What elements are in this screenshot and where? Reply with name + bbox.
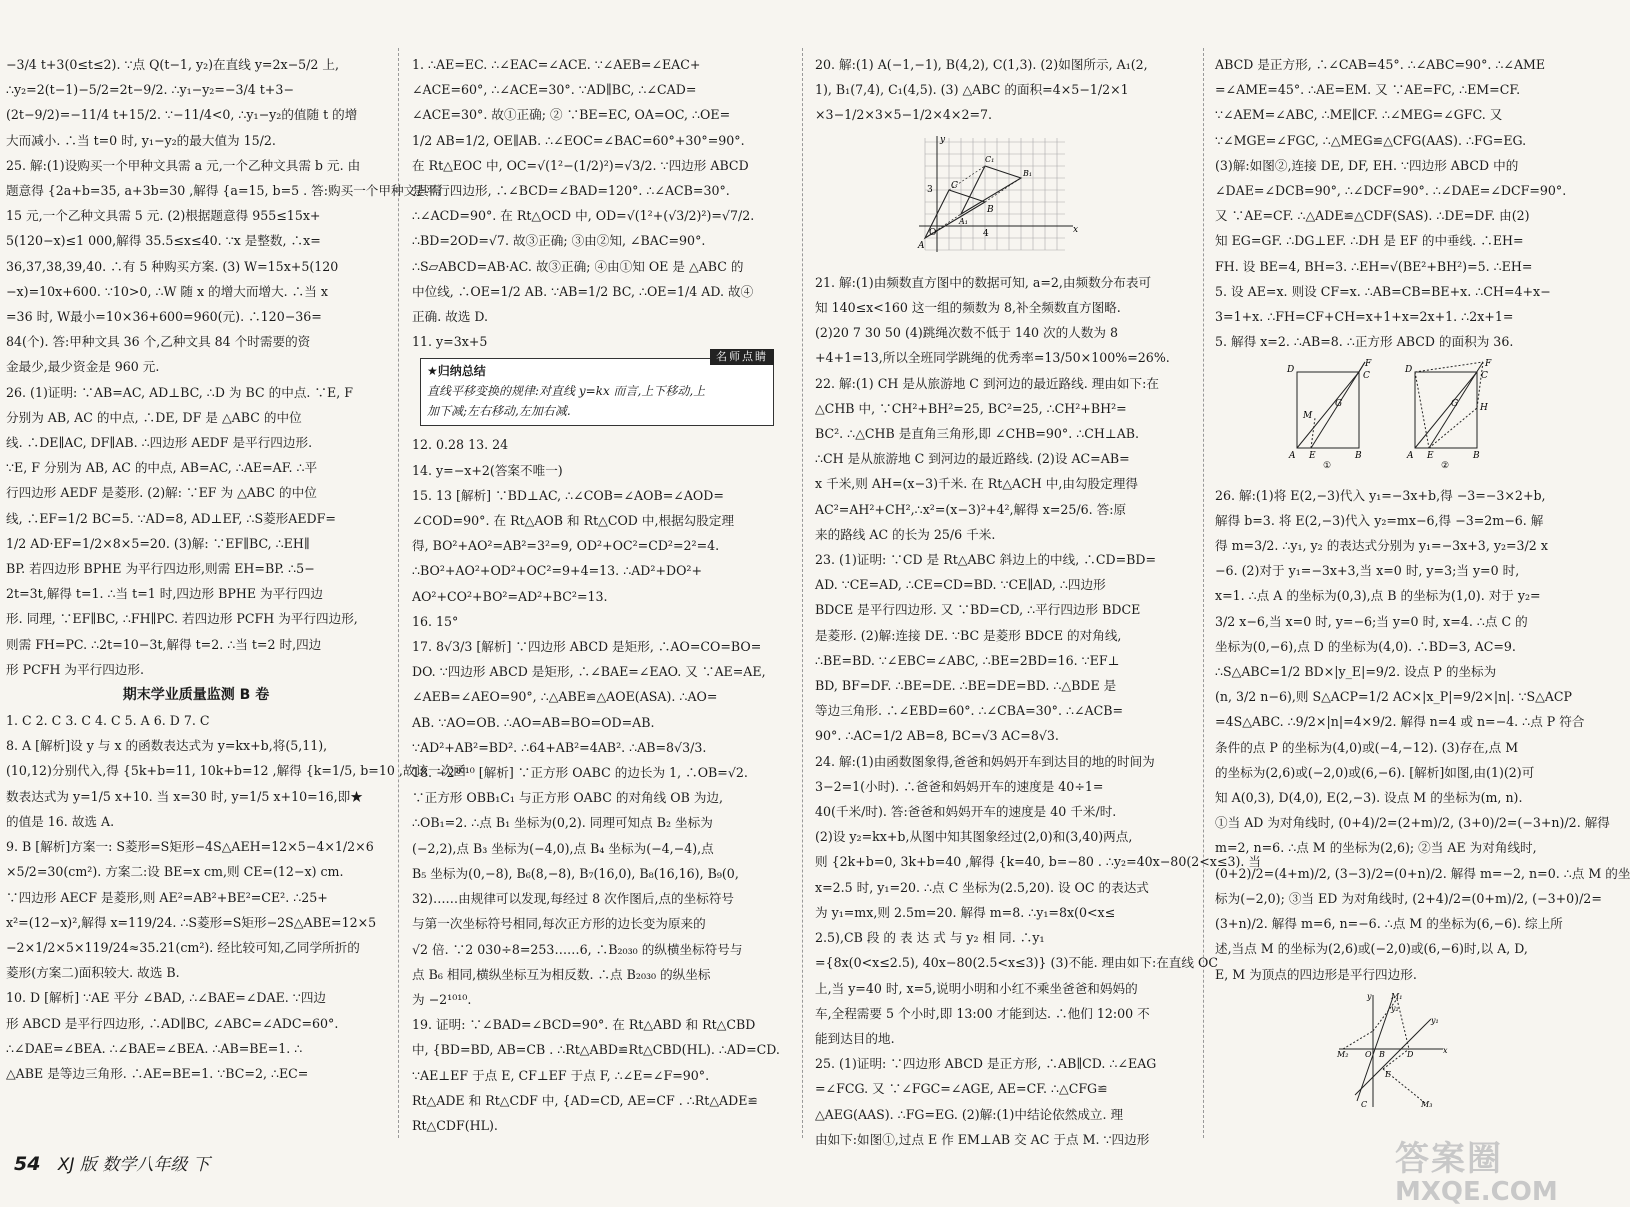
svg-text:D: D <box>1407 1049 1414 1059</box>
answer-text-block <box>412 432 790 1138</box>
text-line: (3)解:如图②,连接 DE, DF, EH. ∵四边形 ABCD 中的 <box>1215 157 1519 173</box>
svg-text:D: D <box>1405 365 1413 376</box>
text-line: ∴∠DAE=∠BEA. ∴∠BAE=∠BEA. ∴AB=BE=1. ∴ <box>6 1040 303 1056</box>
text-line: 5. 解得 x=2. ∴AB=8. ∴正方形 ABCD 的面积为 36. <box>1215 334 1514 350</box>
text-line: 1. ∴AE=EC. ∴∠EAC=∠ACE. ∵∠AEB=∠EAC+ <box>412 57 701 72</box>
summary-box <box>420 350 774 426</box>
text-line: ∠COD=90°. 在 Rt△AOB 和 Rt△COD 中,根据勾股定理 <box>412 513 735 529</box>
text-line: (2)20 7 30 50 (4)跳绳次数不低于 140 次的人数为 8 <box>815 325 1118 341</box>
text-line: −2×1/2×5×119/24≈35.21(cm²). 经比较可知,乙同学所折的 <box>6 939 360 955</box>
text-line: 线, ∴EF=1/2 BC=5. ∵AD=8, AD⊥EF, ∴S菱形AEDF= <box>6 510 336 526</box>
svg-text:G: G <box>1451 399 1459 410</box>
text-line: ①当 AD 为对角线时, (0+4)/2=(2+m)/2, (3+0)/2=(−3+n)/2. 解得 <box>1215 815 1610 831</box>
svg-text:M₂: M₂ <box>1337 1049 1349 1059</box>
text-line: 形 PCFH 为平行四边形. <box>6 661 144 677</box>
text-line: 坐标为(0,−6),点 D 的坐标为(4,0). ∴BD=3, AC=9. <box>1215 638 1516 654</box>
text-line: ∠AEB=∠AEO=90°, ∴△ABE≌△AOE(ASA). ∴AO= <box>412 689 718 705</box>
text-line: 是菱形. (2)解:连接 DE. ∵BC 是菱形 BDCE 的对角线, <box>815 627 1122 643</box>
text-line: BD, BF=DF. ∴BE=DE. ∴BE=DE=BD. ∴△BDE 是 <box>815 678 1117 694</box>
text-line: x=1. ∴点 A 的坐标为(0,3),点 B 的坐标为(1,0). 对于 y₂= <box>1215 588 1541 604</box>
text-line: ∠ACE=30°. 故①正确; ② ∵BE=EC, OA=OC, ∴OE= <box>412 107 731 123</box>
text-line: Rt△ADE 和 Rt△CDF 中, {AD=CD, AE=CF . ∴Rt△ADE≌ <box>412 1092 758 1108</box>
section-title: 期末学业质量监测 B 卷 <box>122 687 270 704</box>
text-line: 1. C 2. C 3. C 4. C 5. A 6. D 7. C <box>6 713 210 729</box>
text-line: −x)=10x+600. ∵10>0, ∴W 随 x 的增大而增大. ∴当 x <box>6 283 328 299</box>
text-line: ={8x(0<x≤2.5), 40x−80(2.5<x≤3)} (3)不能. 理由如下:在直线 OC <box>815 955 1218 971</box>
square-figures <box>1285 358 1597 478</box>
text-line: (3+n)/2. 解得 m=6, n=−6. ∴点 M 的坐标为(6,−6). 综上所 <box>1215 916 1563 932</box>
summary-line: 直线平移变换的规律:对直线 y=kx 而言,上下移动,上 <box>427 384 706 399</box>
text-line: ∵正方形 OBB₁C₁ 与正方形 OABC 的对角线 OB 为边, <box>412 790 724 806</box>
column-divider <box>1203 48 1204 1138</box>
text-line: 84(个). 答:甲种文具 36 个,乙种文具 84 个时需要的资 <box>6 334 311 350</box>
text-line: 与第一次坐标符号相同,每次正方形的边长变为原来的 <box>412 916 706 932</box>
svg-text:F: F <box>1485 359 1492 370</box>
svg-text:x: x <box>1073 224 1079 235</box>
text-line: m=2, n=6. ∴点 M 的坐标为(2,6); ②当 AE 为对角线时, <box>1215 840 1537 856</box>
text-line: 则需 FH=PC. ∴2t=10−3t,解得 t=2. ∴当 t=2 时,四边 <box>6 636 322 652</box>
text-line: 22. 解:(1) CH 是从旅游地 C 到河边的最近路线. 理由如下:在 <box>815 375 1159 391</box>
text-line: ∴OB₁=2. ∴点 B₁ 坐标为(0,2). 同理可知点 B₂ 坐标为 <box>412 815 713 831</box>
svg-text:B: B <box>987 204 994 215</box>
text-line: √2 倍. ∵2 030÷8=253……6, ∴B₂₀₃₀ 的纵横坐标符号与 <box>412 941 743 957</box>
text-line: 8. A [解析]设 y 与 x 的函数表达式为 y=kx+b,将(5,11), <box>6 738 328 754</box>
text-line: 18. −2¹⁰¹⁰ [解析] ∵正方形 OABC 的边长为 1, ∴OB=√2. <box>412 765 748 781</box>
svg-text:A: A <box>1289 451 1296 462</box>
text-line: ∵四边形 AECF 是菱形,则 AE²=AB²+BE²=CE². ∴25+ <box>6 889 328 905</box>
text-line: 则 {2k+b=0, 3k+b=40 ,解得 {k=40, b=−80 . ∴y₂=40x−80(2<x≤3). 当 <box>815 854 1261 870</box>
text-line: 26. (1)证明: ∵AB=AC, AD⊥BC, ∴D 为 BC 的中点. ∵E, F <box>6 384 353 400</box>
text-line: 21. 解:(1)由频数直方图中的数据可知, a=2,由频数分布表可 <box>815 274 1152 290</box>
text-line: 数表达式为 y=1/5 x+10. 当 x=30 时, y=1/5 x+10=16,即★ <box>6 788 363 804</box>
svg-text:O: O <box>929 227 937 238</box>
page-footer <box>14 1150 210 1175</box>
label-y: y <box>940 134 946 145</box>
text-line: 36,37,38,39,40. ∴有 5 种购买方案. (3) W=15x+5(120 <box>6 258 339 274</box>
text-line: =∠FCG. 又 ∵∠FGC=∠AGE, AE=CF. ∴△CFG≌ <box>815 1081 1108 1097</box>
text-line: 点 B₆ 相同,横纵坐标互为相反数. ∴点 B₂₀₃₀ 的纵坐标 <box>412 966 711 982</box>
text-line: B₅ 坐标为(0,−8), B₆(8,−8), B₇(16,0), B₈(16,16), B₉(0, <box>412 865 739 881</box>
text-line: 3−2=1(小时). ∴爸爸和妈妈开车的速度是 40÷1= <box>815 778 1104 794</box>
svg-text:A₁: A₁ <box>959 216 968 226</box>
text-line: AO²+CO²+BO²=AD²+BC²=13. <box>412 588 608 604</box>
watermark-logo <box>1395 1140 1558 1206</box>
answer-text-block <box>815 270 1261 1152</box>
text-line: 又 ∵AE=CF. ∴△ADE≌△CDF(SAS). ∴DE=DF. 由(2) <box>1215 208 1530 224</box>
text-line: 形. 同理, ∵EF∥BC, ∴FH∥PC. 若四边形 PCFH 为平行四边形, <box>6 611 358 627</box>
text-line: 2.5),CB 段 的 表 达 式 与 y₂ 相 同. ∴y₁ <box>815 930 1045 946</box>
text-line: 上,当 y=40 时, x=5,说明小明和小红不乘坐爸爸和妈妈的 <box>815 980 1138 996</box>
text-line: BP. 若四边形 BPHE 为平行四边形,则需 EH=BP. ∴5− <box>6 561 315 577</box>
text-line: (0+2)/2=(4+m)/2, (3−3)/2=(0+n)/2. 解得 m=−2, n=0. ∴点 M 的坐 <box>1215 865 1630 881</box>
text-line: (2t−9/2)=−11/4 t+15/2. ∵−11/4<0, ∴y₁−y₂的值随 t 的增 <box>6 107 358 123</box>
text-line: (10,12)分别代入,得 {5k+b=11, 10k+b=12 ,解得 {k=1/5, b=10 ,故该一次函 <box>6 763 466 779</box>
svg-text:y: y <box>1367 991 1372 1001</box>
text-line: x²=(12−x)²,解得 x=119/24. ∴S菱形=S矩形−2S△ABE=12×5 <box>6 914 377 930</box>
text-line: △AEG(AAS). ∴FG=EG. (2)解:(1)中结论依然成立. 理 <box>815 1106 1124 1122</box>
text-line: 12. 0.28 13. 24 <box>412 437 509 453</box>
text-line: 90°. ∴AC=1/2 AB=8, BC=√3 AC=8√3. <box>815 728 1059 744</box>
text-line: 32)……由规律可以发现,每经过 8 次作图后,点的坐标符号 <box>412 891 735 907</box>
summary-title: ★归纳总结 <box>427 364 486 379</box>
text-line: ×5/2=30(cm²). 方案二:设 BE=x cm,则 CE=(12−x) cm. <box>6 864 344 880</box>
text-line: 15. 13 [解析] ∵BD⊥AC, ∴∠COB=∠AOB=∠AOD= <box>412 487 724 503</box>
text-line: =∠AME=45°. ∴AE=EM. 又 ∵AE=FC, ∴EM=CF. <box>1215 82 1521 98</box>
text-line: △ABE 是等边三角形. ∴AE=BE=1. ∵BC=2, ∴EC= <box>6 1065 309 1081</box>
text-line: 金最少,最少资金是 960 元. <box>6 359 160 375</box>
answer-text-block <box>412 52 790 354</box>
svg-text:②: ② <box>1441 461 1450 472</box>
text-line: 3/2 x−6,当 x=0 时, y=−6;当 y=0 时, x=4. ∴点 C 的 <box>1215 613 1528 629</box>
svg-text:H: H <box>1480 403 1488 414</box>
svg-text:M: M <box>1303 411 1313 422</box>
text-line: (−2,2),点 B₃ 坐标为(−4,0),点 B₄ 坐标为(−4,−4),点 <box>412 840 714 856</box>
text-line: ∴S△ABC=1/2 BD×|y_E|=9/2. 设点 P 的坐标为 <box>1215 664 1497 680</box>
text-line: 9. B [解析]方案一: S菱形=S矩形−4S△AEH=12×5−4×1/2×6 <box>6 839 374 855</box>
answer-text-block <box>1215 483 1630 987</box>
svg-text:D: D <box>1287 365 1295 376</box>
text-line: AD. ∵CE=AD, ∴CE=CD=BD. ∵CE∥AD, ∴四边形 <box>815 577 1106 593</box>
text-line: ∵E, F 分别为 AB, AC 的中点, AB=AC, ∴AE=AF. ∴平 <box>6 460 318 476</box>
text-line: 是平行四边形, ∴∠BCD=∠BAD=120°. ∴∠ACB=30°. <box>412 183 730 199</box>
text-line: 16. 15° <box>412 613 459 629</box>
text-line: +4+1=13,所以全班同学跳绳的优秀率=13/50×100%=26%. <box>815 350 1170 366</box>
text-line: 11. y=3x+5 <box>412 334 488 350</box>
svg-text:E: E <box>1427 451 1434 462</box>
column-divider <box>398 48 399 1138</box>
text-line: 23. (1)证明: ∵CD 是 Rt△ABC 斜边上的中线, ∴CD=BD= <box>815 552 1157 568</box>
text-line: ∴BO²+AO²+OD²+OC²=9+4=13. ∴AD²+DO²+ <box>412 563 703 579</box>
svg-text:B: B <box>1379 1049 1385 1059</box>
text-line: 车,全程需要 5 个小时,即 13:00 才能到达. ∴他们 12:00 不 <box>815 1005 1150 1021</box>
grid-svg <box>915 132 1085 258</box>
text-line: ∴S▱ABCD=AB·AC. 故③正确; ④由①知 OE 是 △ABC 的 <box>412 258 744 274</box>
text-line: 知 EG=GF. ∴DG⊥EF. ∴DH 是 EF 的中垂线. ∴EH= <box>1215 233 1524 249</box>
text-line: 知 A(0,3), D(4,0), E(2,−3). 设点 M 的坐标为(m, n). <box>1215 790 1523 806</box>
text-line: 大而减小. ∴当 t=0 时, y₁−y₂的最大值为 15/2. <box>6 132 276 148</box>
svg-text:B₁: B₁ <box>1023 168 1033 178</box>
square-figures-svg <box>1285 358 1505 470</box>
answer-text-block <box>1215 52 1597 354</box>
text-line: ∴BD=2OD=√7. 故③正确; ③由②知, ∠BAC=90°. <box>412 233 706 249</box>
text-line: 5. 设 AE=x. 则设 CF=x. ∴AB=CB=BE+x. ∴CH=4+x− <box>1215 283 1551 299</box>
text-line: ∴y₂=2(t−1)−5/2=2t−9/2. ∴y₁−y₂=−3/4 t+3− <box>6 82 294 98</box>
text-line: ABCD 是正方形, ∴∠CAB=45°. ∴∠ABC=90°. ∴∠AME <box>1215 57 1546 72</box>
svg-text:B: B <box>1473 451 1480 462</box>
svg-text:x: x <box>1443 1045 1448 1055</box>
text-line: =4S△ABC. ∴9/2×|n|=4×9/2. 解得 n=4 或 n=−4. ∴点 P 符合 <box>1215 714 1585 730</box>
text-line: 线. ∴DE∥AC, DF∥AB. ∴四边形 AEDF 是平行四边形. <box>6 435 313 451</box>
text-line: 得 m=3/2. ∴y₁, y₂ 的表达式分别为 y₁=−3x+3, y₂=3/2 x <box>1215 538 1548 554</box>
text-line: ∴∠ACD=90°. 在 Rt△OCD 中, OD=√(1²+(√3/2)²)=√7/2. <box>412 208 755 224</box>
text-line: 2t=3t,解得 t=1. ∴当 t=1 时,四边形 BPHE 为平行四边 <box>6 586 324 602</box>
column-divider <box>802 48 803 1138</box>
text-line: AB. ∵AO=OB. ∴AO=AB=BO=OD=AB. <box>412 714 655 730</box>
text-line: 在 Rt△EOC 中, OC=√(1²−(1/2)²)=√3/2. ∵四边形 ABCD <box>412 157 749 173</box>
text-line: ∠ACE=60°, ∴∠ACE=30°. ∵AD∥BC, ∴∠CAD= <box>412 82 697 98</box>
text-line: Rt△CDF(HL). <box>412 1117 498 1133</box>
summary-text <box>427 381 767 421</box>
watermark-line1: 答案圈 <box>1395 1139 1503 1179</box>
svg-text:C₁: C₁ <box>985 154 995 164</box>
text-line: −3/4 t+3(0≤t≤2). ∵点 Q(t−1, y₂)在直线 y=2x−5/2 上, <box>6 57 340 72</box>
footer-text: XJ 版 数学八年级 下 <box>57 1155 210 1175</box>
text-line: △CHB 中, ∵CH²+BH²=25, BC²=25, ∴CH²+BH²= <box>815 400 1127 416</box>
text-line: ∵∠MGE=∠FGC, ∴△MEG≌△CFG(AAS). ∴FG=EG. <box>1215 132 1527 148</box>
svg-text:①: ① <box>1323 461 1332 472</box>
column-4 <box>1215 52 1630 1132</box>
text-line: 正确. 故选 D. <box>412 309 489 325</box>
text-line: 知 140≤x<160 这一组的频数为 8,补全频数直方图略. <box>815 300 1121 316</box>
text-line: FH. 设 BE=4, BH=3. ∴EH=√(BE²+BH²)=5. ∴EH= <box>1215 258 1533 274</box>
svg-text:M₁: M₁ <box>1391 991 1403 1001</box>
text-line: BC². ∴△CHB 是直角三角形,即 ∠CHB=90°. ∴CH⊥AB. <box>815 426 1140 442</box>
text-line: 26. 解:(1)将 E(2,−3)代入 y₁=−3x+b,得 −3=−3×2+b, <box>1215 487 1546 503</box>
text-line: 1/2 AD·EF=1/2×8×5=20. (3)解: ∵EF∥BC, ∴EH∥ <box>6 535 310 551</box>
text-line: 24. 解:(1)由函数图象得,爸爸和妈妈开车到达目的地的时间为 <box>815 753 1155 769</box>
text-line: 题意得 {2a+b=35, a+3b=30 ,解得 {a=15, b=5 . 答:购买一个甲种文具需 <box>6 183 442 199</box>
text-line: BDCE 是平行四边形. 又 ∵BD=CD, ∴平行四边形 BDCE <box>815 602 1141 618</box>
coordinate-figure <box>1335 991 1597 1119</box>
text-line: 条件的点 P 的坐标为(4,0)或(−4,−12). (3)存在,点 M <box>1215 739 1519 755</box>
watermark-line2: MXQE.COM <box>1395 1177 1558 1207</box>
text-line: (2)设 y₂=kx+b,从图中知其图象经过(2,0)和(3,40)两点, <box>815 829 1133 845</box>
text-line: 等边三角形. ∴∠EBD=60°. ∴∠CBA=30°. ∴∠ACB= <box>815 703 1124 719</box>
text-line: ∠DAE=∠DCB=90°, ∴∠DCF=90°. ∴∠DAE=∠DCF=90°. <box>1215 183 1567 199</box>
text-line: 25. 解:(1)设购买一个甲种文具需 a 元,一个乙种文具需 b 元. 由 <box>6 157 361 173</box>
text-line: ∵∠AEM=∠ABC, ∴ME∥CF. ∴∠MEG=∠GFC. 又 <box>1215 107 1503 123</box>
svg-text:C: C <box>1363 371 1370 382</box>
text-line: x 千米,则 AH=(x−3)千米. 在 Rt△ACH 中,由勾股定理得 <box>815 476 1138 492</box>
text-line: 10. D [解析] ∵AE 平分 ∠BAD, ∴∠BAE=∠DAE. ∵四边 <box>6 990 327 1006</box>
text-line: 解得 b=3. 将 E(2,−3)代入 y₂=mx−6,得 −3=2m−6. 解 <box>1215 512 1544 528</box>
text-line: 1), B₁(7,4), C₁(4,5). (3) △ABC 的面积=4×5−1/2×1 <box>815 82 1129 98</box>
svg-text:F: F <box>1365 359 1372 370</box>
svg-text:y₂: y₂ <box>1391 1003 1399 1013</box>
svg-text:B: B <box>1355 451 1362 462</box>
text-line: 14. y=−x+2(答案不唯一) <box>412 462 563 478</box>
svg-text:M₃: M₃ <box>1421 1099 1433 1109</box>
text-line: 25. (1)证明: ∵四边形 ABCD 是正方形, ∴AB∥CD. ∴∠EAG <box>815 1056 1157 1072</box>
svg-text:E: E <box>1309 451 1316 462</box>
svg-text:C: C <box>1481 371 1488 382</box>
summary-tag: 名师点睛 <box>710 349 774 365</box>
text-line: 为 y₁=mx,则 2.5m=20. 解得 m=8. ∴y₁=8x(0<x≤ <box>815 904 1116 920</box>
text-line: 形 ABCD 是平行四边形, ∴AD∥BC, ∠ABC=∠ADC=60°. <box>6 1015 339 1031</box>
text-line: 5(120−x)≤1 000,解得 35.5≤x≤40. ∵x 是整数, ∴x= <box>6 233 321 249</box>
text-line: 40(千米/时). 答:爸爸和妈妈开车的速度是 40 千米/时. <box>815 804 1117 820</box>
text-line: 得, BO²+AO²=AB²=3²=9, OD²+OC²=CD²=2²=4. <box>412 538 720 554</box>
text-line: 3=1+x. ∴FH=CF+CH=x+1+x=2x+1. ∴2x+1= <box>1215 309 1514 325</box>
svg-text:A: A <box>1407 451 1414 462</box>
text-line: 17. 8√3/3 [解析] ∵四边形 ABCD 是矩形, ∴AO=CO=BO= <box>412 639 762 655</box>
svg-text:O: O <box>1365 1049 1372 1059</box>
page-number: 54 <box>14 1153 41 1175</box>
text-line: 的坐标为(2,6)或(−2,0)或(6,−6). [解析]如图,由(1)(2)可 <box>1215 764 1535 780</box>
answer-text-block <box>815 52 1195 128</box>
svg-text:C: C <box>951 180 958 191</box>
coordinate-grid-figure <box>915 132 1195 266</box>
column-2 <box>412 52 790 1132</box>
text-line: 20. 解:(1) A(−1,−1), B(4,2), C(1,3). (2)如图所示, A₁(2, <box>815 57 1148 72</box>
text-line: ∵AE⊥EF 于点 E, CF⊥EF 于点 F, ∴∠E=∠F=90°. <box>412 1067 710 1083</box>
text-line: 19. 证明: ∵∠BAD=∠BCD=90°. 在 Rt△ABD 和 Rt△CBD <box>412 1017 756 1033</box>
text-line: −6. (2)对于 y₁=−3x+3,当 x=0 时, y=3;当 y=0 时, <box>1215 563 1520 579</box>
svg-text:C: C <box>1361 1099 1368 1109</box>
text-line: ∴CH 是从旅游地 C 到河边的最近路线. (2)设 AC=AB= <box>815 451 1130 467</box>
svg-text:4: 4 <box>983 228 989 239</box>
svg-text:G: G <box>1335 399 1343 410</box>
summary-line: 加下减;左右移动,左加右减. <box>427 404 571 419</box>
text-line: 行四边形 AEDF 是菱形. (2)解: ∵EF 为 △ABC 的中位 <box>6 485 317 501</box>
text-line: ×3−1/2×3×5−1/2×4×2=7. <box>815 107 993 123</box>
svg-text:E: E <box>1385 1069 1391 1079</box>
text-line: 标为(−2,0); ③当 ED 为对角线时, (2+4)/2=(0+m)/2, (−3+0)/2= <box>1215 890 1602 906</box>
text-line: ∴BE=BD. ∵∠EBC=∠ABC, ∴BE=2BD=16. ∵EF⊥ <box>815 652 1120 668</box>
column-3 <box>815 52 1261 1147</box>
text-line: 述,当点 M 的坐标为(2,6)或(−2,0)或(6,−6)时,以 A, D, <box>1215 941 1528 957</box>
text-line: 的值是 16. 故选 A. <box>6 813 115 829</box>
text-line: 菱形(方案二)面积较大. 故选 B. <box>6 965 180 981</box>
text-line: E, M 为顶点的四边形是平行四边形. <box>1215 966 1417 982</box>
text-line: DO. ∵四边形 ABCD 是矩形, ∴∠BAE=∠EAO. 又 ∵AE=AE, <box>412 664 766 680</box>
text-line: 来的路线 AC 的长为 25/6 千米. <box>815 526 996 542</box>
text-line: 中, {BD=BD, AB=CB . ∴Rt△ABD≌Rt△CBD(HL). ∴AD=CD. <box>412 1042 780 1058</box>
svg-text:y₁: y₁ <box>1431 1015 1439 1025</box>
text-line: 中位线, ∴OE=1/2 AB. ∵AB=1/2 BC, ∴OE=1/4 AD. 故④ <box>412 283 754 299</box>
text-line: 能到达目的地. <box>815 1030 895 1046</box>
text-line: =36 时, W最小=10×36+600=960(元). ∴120−36= <box>6 309 322 325</box>
text-line: 1/2 AB=1/2, OE∥AB. ∴∠EOC=∠BAC=60°+30°=90°. <box>412 132 745 148</box>
text-line: 分别为 AB, AC 的中点, ∴DE, DF 是 △ABC 的中位 <box>6 409 302 425</box>
svg-text:A: A <box>918 240 925 251</box>
text-line: AC²=AH²+CH²,∴x²=(x−3)²+4²,解得 x=25/6. 答:原 <box>815 501 1127 517</box>
text-line: (n, 3/2 n−6),则 S△ACP=1/2 AC×|x_P|=9/2×|n|. ∵S△ACP <box>1215 689 1572 705</box>
svg-text:3: 3 <box>927 184 933 195</box>
text-line: ∵AD²+AB²=BD². ∴64+AB²=4AB². ∴AB=8√3/3. <box>412 739 707 755</box>
text-line: 为 −2¹⁰¹⁰. <box>412 991 472 1007</box>
coordinate-figure-svg <box>1335 991 1455 1111</box>
text-line: 15 元,一个乙种文具需 5 元. (2)根据题意得 955≤15x+ <box>6 208 321 224</box>
text-line: x=2.5 时, y₁=20. ∴点 C 坐标为(2.5,20). 设 OC 的表达式 <box>815 879 1149 895</box>
text-line: 由如下:如图①,过点 E 作 EM⊥AB 交 AC 于点 M. ∵四边形 <box>815 1131 1150 1147</box>
